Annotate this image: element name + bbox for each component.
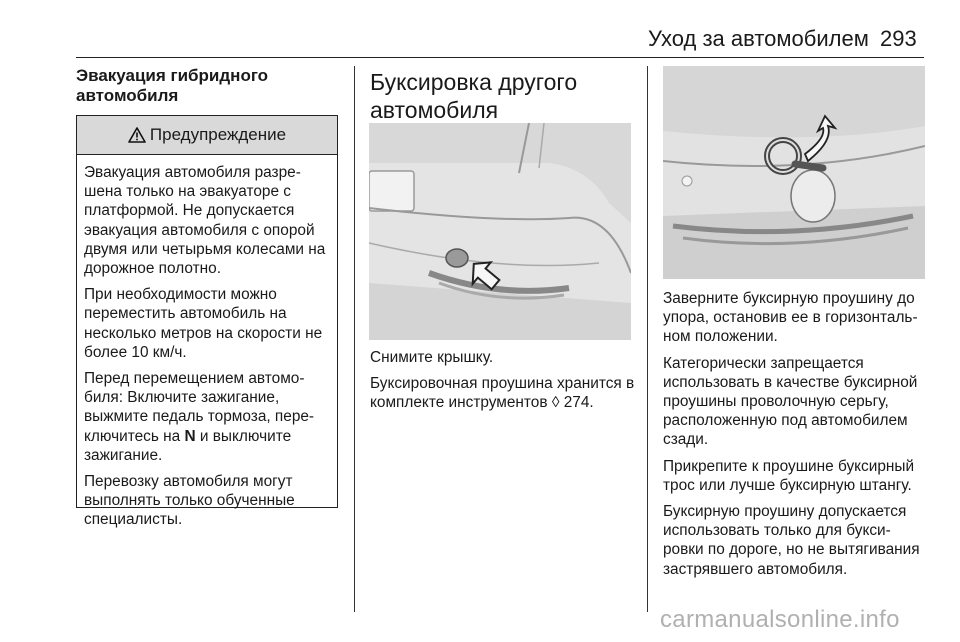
right-paragraph: Категорически запрещается использовать в качестве буксирной проушины проволочную серьгу, расположенную под автомобилем сзади. xyxy=(663,354,918,449)
right-paragraph: Прикрепите к проушине буксирный трос или лучше буксирную штангу. xyxy=(663,457,915,494)
warning-paragraph: Перевозку автомобиля могут выполнять только обученные специалисты. xyxy=(84,473,295,529)
reference-arrow-icon: ◊ xyxy=(551,394,560,412)
warning-paragraph xyxy=(84,369,331,465)
middle-paragraph: Снимите крышку. xyxy=(370,349,494,366)
page-number: 293 xyxy=(880,26,917,51)
reference-page: 274. xyxy=(559,394,594,412)
warning-paragraph: При необходимости можно переместить автомобиль на несколько метров на скорости не более 10 км/ч. xyxy=(84,286,323,361)
watermark: carmanualsonline.info xyxy=(660,606,900,633)
middle-paragraph xyxy=(370,374,638,412)
column-divider-1 xyxy=(354,66,355,612)
right-paragraph: Буксирную проушину допускается использовать только для букси-ровки по дороге, но не вытягивания застрявшего автомобиля. xyxy=(663,503,920,578)
warning-triangle-icon xyxy=(128,127,146,143)
middle-paragraph-text: Буксировочная проушина хранится в комплекте инструментов xyxy=(370,375,635,412)
warning-box xyxy=(76,115,338,529)
tow-eye-illustration xyxy=(663,66,925,279)
right-text xyxy=(663,289,927,586)
section-title-towing-other: Буксировка другого автомобиля xyxy=(370,69,578,123)
warning-body xyxy=(77,155,337,530)
right-paragraph: Заверните буксирную проушину до упора, остановив ее в горизонталь-ном положении. xyxy=(663,290,918,346)
bumper-cover-illustration xyxy=(369,123,631,340)
section-title-hybrid-towing: Эвакуация гибридного автомобиля xyxy=(76,66,269,105)
header-rule xyxy=(76,57,924,58)
page-header-title: Уход за автомобилем xyxy=(648,26,869,51)
middle-text xyxy=(370,348,638,420)
warning-paragraph-suffix: и выключите зажигание. xyxy=(84,427,292,464)
column-divider-2 xyxy=(647,66,648,612)
warning-paragraph: Эвакуация автомобиля разре-шена только на эвакуаторе с платформой. Не допускается эвакуация автомобиля с опорой двумя или четырьмя колесами на дорожное полотно. xyxy=(84,164,326,278)
warning-paragraph-text: Перед перемещением автомо-биля: Включите зажигание, выжмите педаль тормоза, пере-ключитесь на xyxy=(84,370,315,445)
warning-header xyxy=(77,116,337,155)
warning-title: Предупреждение xyxy=(149,125,287,144)
gear-neutral-letter: N xyxy=(184,427,196,445)
